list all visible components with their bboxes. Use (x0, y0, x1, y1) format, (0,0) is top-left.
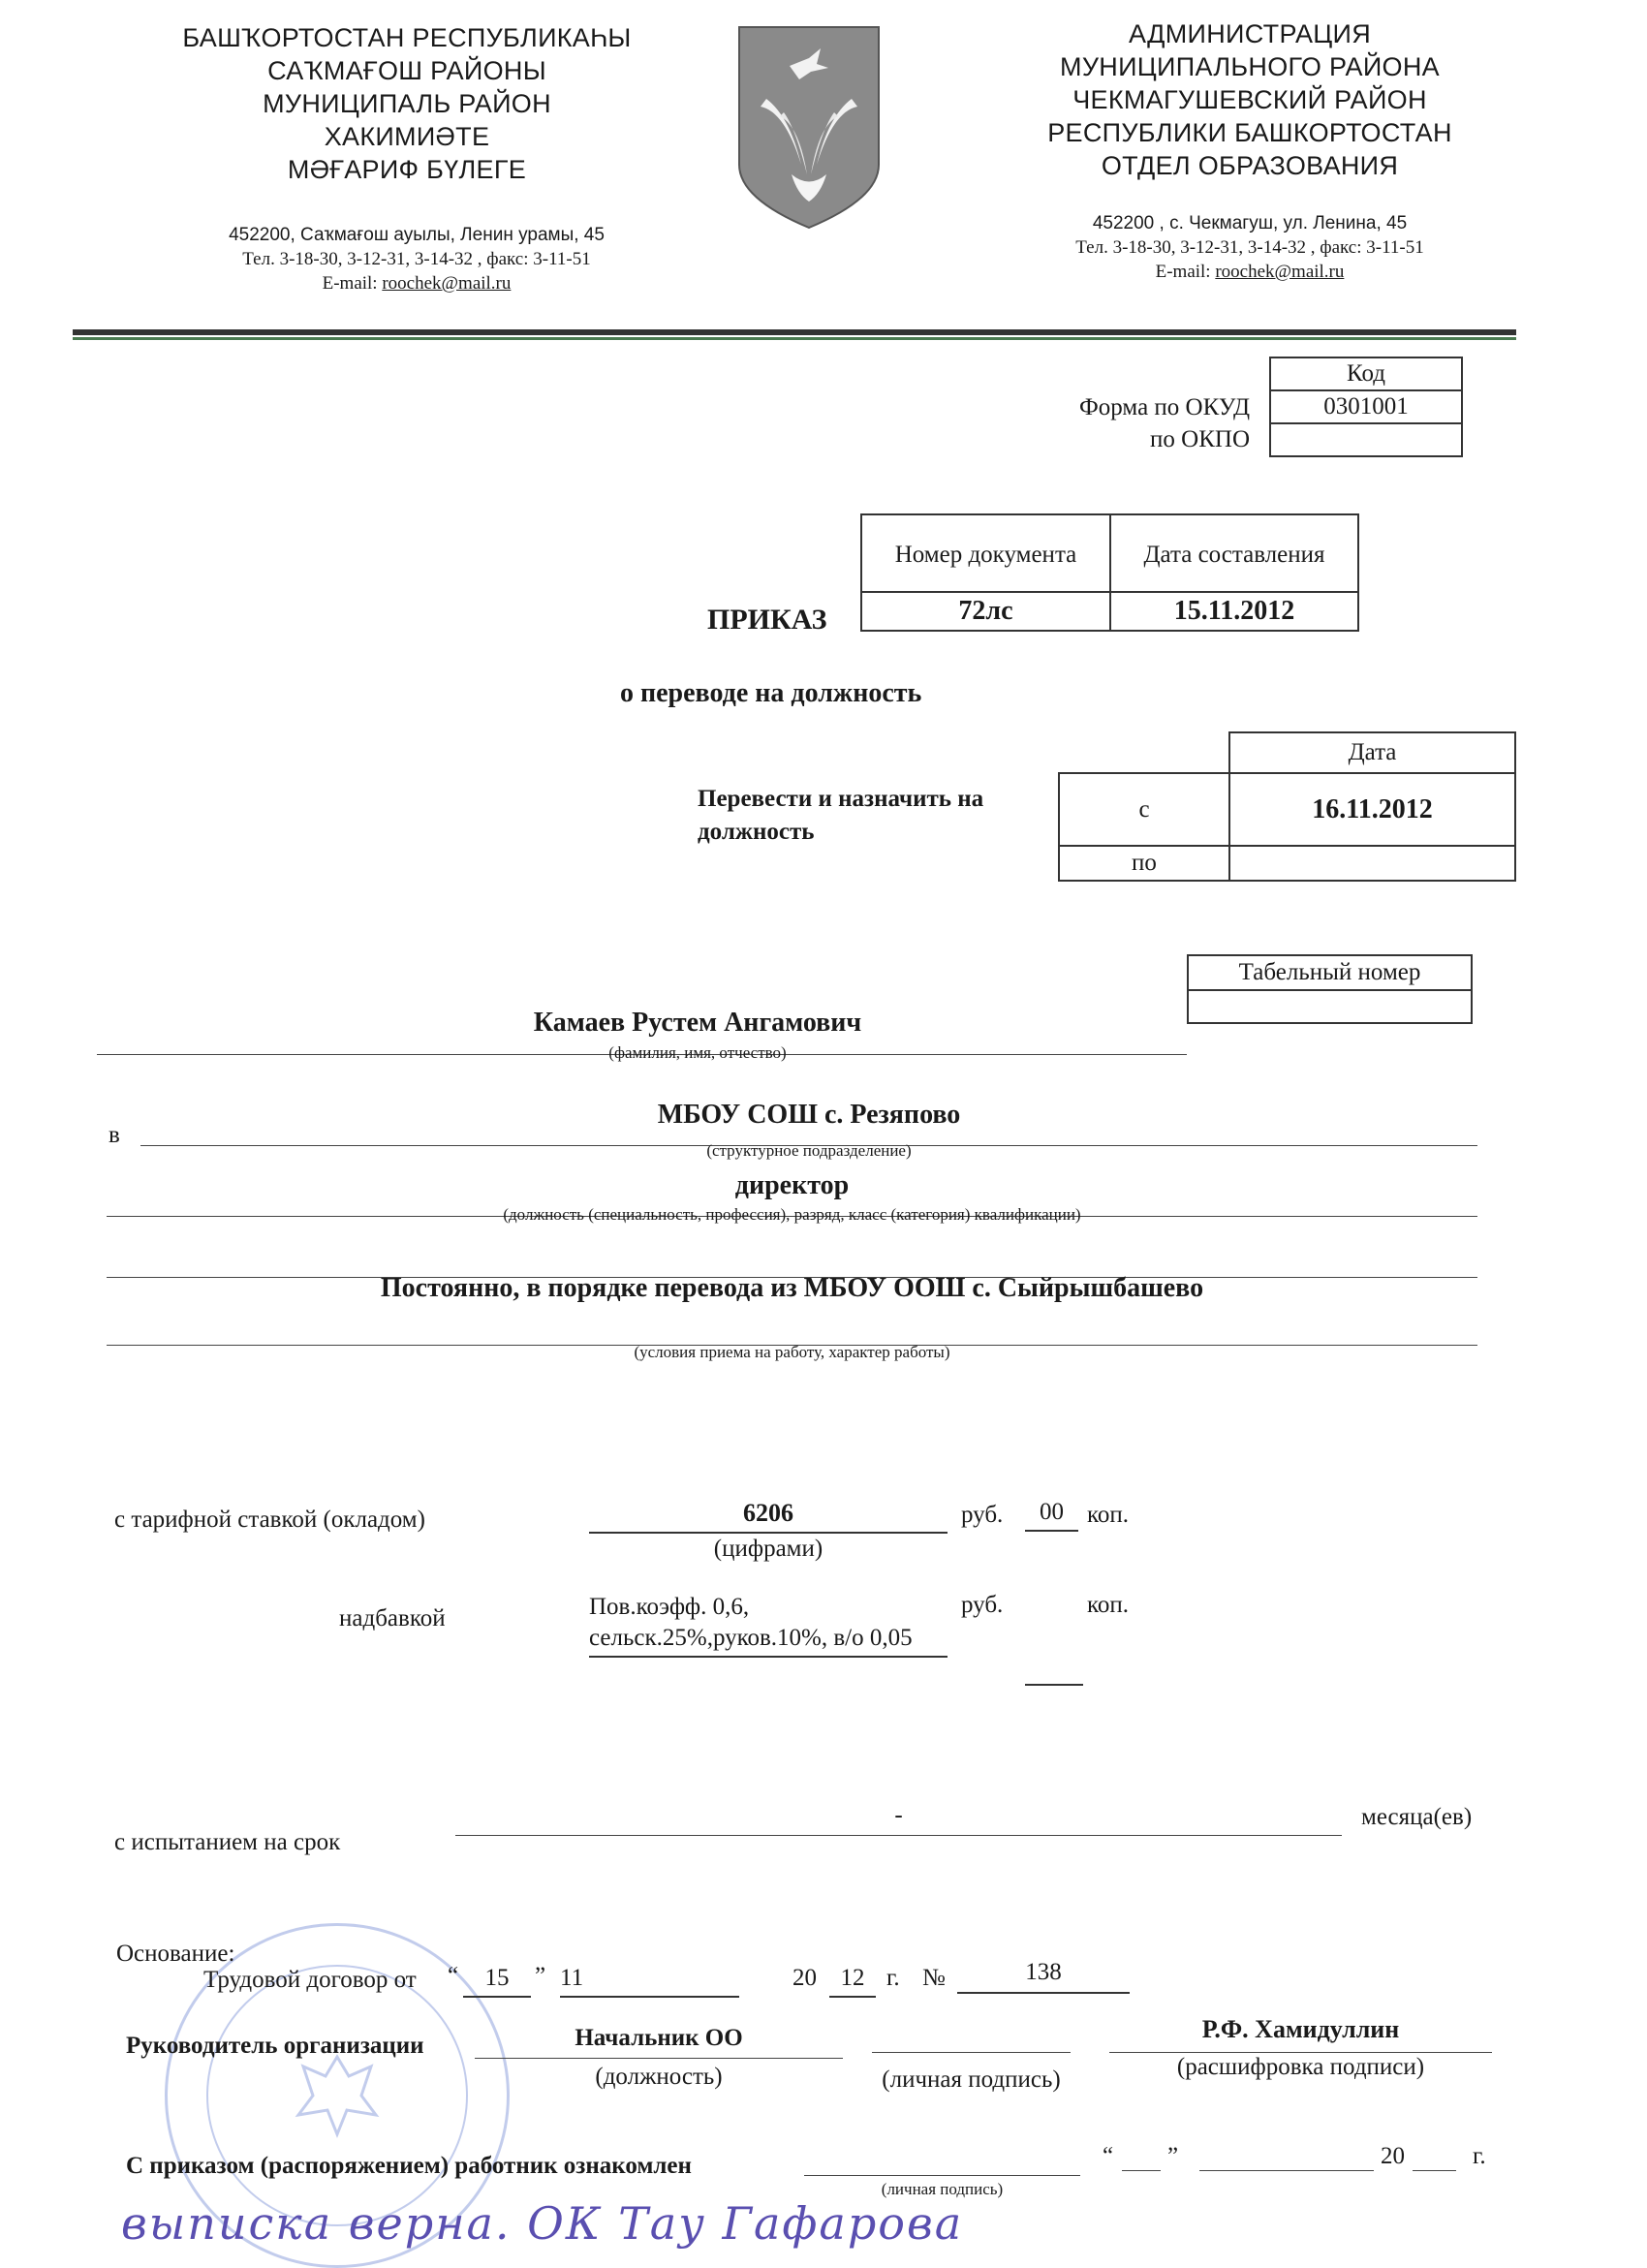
contract-number-label: № (922, 1965, 946, 1991)
head-name: Р.Ф. Хамидуллин (1109, 2015, 1492, 2053)
date-header: Дата составления (1110, 514, 1358, 592)
bonus-value: Пов.коэфф. 0,6, сельск.25%,руков.10%, в/о 0,05 (589, 1592, 948, 1658)
okpo-value (1270, 423, 1462, 456)
conditions-caption: (условия приема на работу, характер работы) (634, 1343, 950, 1361)
header-left-address: 452200, Саҡмағош ауылы, Ленин урамы, 45 (229, 225, 605, 245)
head-label: Руководитель организации (126, 2033, 424, 2059)
ack-year-line (1413, 2170, 1456, 2171)
head-name-caption: (расшифровка подписи) (1176, 2054, 1425, 2080)
header-left-contacts (145, 223, 688, 295)
email-label: E-mail: (1155, 262, 1216, 282)
transfer-to-date (1229, 846, 1515, 881)
transfer-empty-cell (1059, 732, 1229, 773)
header-divider-accent (73, 337, 1516, 340)
contract-label: Трудовой договор от (203, 1967, 417, 1993)
coat-of-arms-emblem (731, 19, 886, 233)
order-number-date-table (860, 513, 1359, 632)
basis-label: Основание: (116, 1941, 235, 1967)
ack-year-prefix: 20 (1381, 2143, 1405, 2169)
header-left-title (136, 21, 678, 186)
ack-year-label: г. (1473, 2143, 1486, 2169)
ack-label: С приказом (распоряжением) работник ознакомлен (126, 2153, 692, 2179)
codes-table (1269, 357, 1463, 457)
tab-number-header: Табельный номер (1188, 955, 1472, 990)
probation-unit: месяца(ев) (1361, 1804, 1473, 1830)
contract-day: 15 (463, 1965, 531, 1998)
contract-month: 11 (560, 1965, 739, 1998)
header-right-line: ОТДЕЛ ОБРАЗОВАНИЯ (1101, 151, 1399, 180)
header-left-line: МӘҒАРИФ БҮЛЕГЕ (287, 155, 527, 184)
order-subject: о переводе на должность (620, 678, 922, 708)
head-position: Начальник ОО (475, 2025, 843, 2059)
order-title: ПРИКАЗ (707, 604, 827, 636)
handwritten-note: выписка верна. ОК Тау Гафарова (121, 2197, 964, 2250)
header-right-email-row (1008, 260, 1492, 284)
department-value: МБОУ СОШ с. Резяпово (657, 1100, 961, 1130)
ack-signature-line (804, 2175, 1080, 2176)
header-right-contacts (1008, 211, 1492, 284)
header-left-line: МУНИЦИПАЛЬ РАЙОН (263, 89, 551, 118)
ack-signature-caption: (личная подпись) (881, 2180, 1004, 2198)
position-value: директор (734, 1170, 850, 1200)
rate-caption: (цифрами) (713, 1536, 824, 1562)
transfer-date-header: Дата (1229, 732, 1515, 773)
conditions-value: Постоянно, в порядке перевода из МБОУ ООШ с. Сыйрышбашево (380, 1273, 1204, 1303)
probation-label: с испытанием на срок (114, 1829, 341, 1855)
email-label: E-mail: (322, 273, 383, 294)
ack-day-line (1122, 2170, 1161, 2171)
doc-number-value: 72лс (861, 592, 1110, 631)
head-position-caption: (должность) (595, 2064, 723, 2090)
ack-quote-close: ” (1167, 2143, 1179, 2169)
ack-quote-open: “ (1103, 2143, 1114, 2169)
employee-name: Камаев Рустем Ангамович (533, 1008, 862, 1038)
transfer-label: Перевести и назначить на должность (698, 786, 984, 845)
header-divider (73, 329, 1516, 335)
header-left-email-row (145, 271, 688, 295)
position-caption: (должность (специальность, профессия), разряд, класс (категория) квалификации) (503, 1205, 1081, 1224)
header-right-email-link[interactable]: roochek@mail.ru (1215, 262, 1345, 282)
codes-header: Код (1270, 357, 1462, 390)
transfer-from-date: 16.11.2012 (1229, 773, 1515, 846)
head-signature-line (872, 2052, 1071, 2053)
doc-number-header: Номер документа (861, 514, 1110, 592)
rate-value: 6206 (589, 1499, 948, 1534)
contract-year-suffix: 12 (829, 1965, 876, 1998)
rate-label: с тарифной ставкой (окладом) (114, 1507, 425, 1533)
header-right-line: ЧЕКМАГУШЕВСКИЙ РАЙОН (1072, 85, 1427, 114)
header-left-email-link[interactable]: roochek@mail.ru (382, 273, 512, 294)
okud-label: Форма по ОКУД (1079, 394, 1250, 420)
transfer-from-label: с (1059, 773, 1229, 846)
bonus-kop-line (1025, 1664, 1083, 1686)
rate-kop-label: коп. (1087, 1502, 1130, 1528)
header-left-phones: Тел. 3-18-30, 3-12-31, 3-14-32 , факс: 3-11-51 (242, 249, 591, 269)
header-right-address: 452200 , с. Чекмагуш, ул. Ленина, 45 (1092, 213, 1408, 233)
contract-year-prefix: 20 (792, 1965, 817, 1991)
bonus-label: надбавкой (339, 1605, 446, 1631)
head-signature-caption: (личная подпись) (882, 2066, 1061, 2093)
contract-year-label: г. (886, 1965, 900, 1991)
okpo-label: по ОКПО (1150, 426, 1250, 452)
header-right-line: РЕСПУБЛИКИ БАШКОРТОСТАН (1047, 118, 1452, 147)
quote-open: “ (448, 1963, 459, 1989)
header-right-phones: Тел. 3-18-30, 3-12-31, 3-14-32 , факс: 3-11-51 (1075, 237, 1424, 258)
name-caption: (фамилия, имя, отчество) (608, 1043, 787, 1062)
header-right-title (1008, 17, 1492, 182)
okud-value: 0301001 (1270, 390, 1462, 423)
date-value: 15.11.2012 (1110, 592, 1358, 631)
transfer-dates-table (1058, 731, 1516, 882)
header-left-line: БАШҠОРТОСТАН РЕСПУБЛИКАҺЫ (182, 23, 632, 52)
header-left-line: ХАКИМИӘТЕ (324, 122, 490, 151)
header-right-line: АДМИНИСТРАЦИЯ (1128, 19, 1372, 48)
bonus-rub-label: руб. (961, 1592, 1004, 1618)
quote-close: ” (535, 1963, 546, 1989)
header-right-line: МУНИЦИПАЛЬНОГО РАЙОНА (1060, 52, 1440, 81)
header-left-line: САҠМАҒОШ РАЙОНЫ (267, 56, 546, 85)
rate-rub-label: руб. (961, 1502, 1004, 1528)
bonus-kop-label: коп. (1087, 1592, 1130, 1618)
contract-number: 138 (957, 1959, 1130, 1994)
ack-month-line (1199, 2170, 1374, 2171)
department-caption: (структурное подразделение) (706, 1141, 912, 1160)
in-label: в (109, 1122, 120, 1148)
transfer-to-label: по (1059, 846, 1229, 881)
rate-kop-value: 00 (1025, 1499, 1078, 1532)
probation-value: - (455, 1802, 1342, 1836)
